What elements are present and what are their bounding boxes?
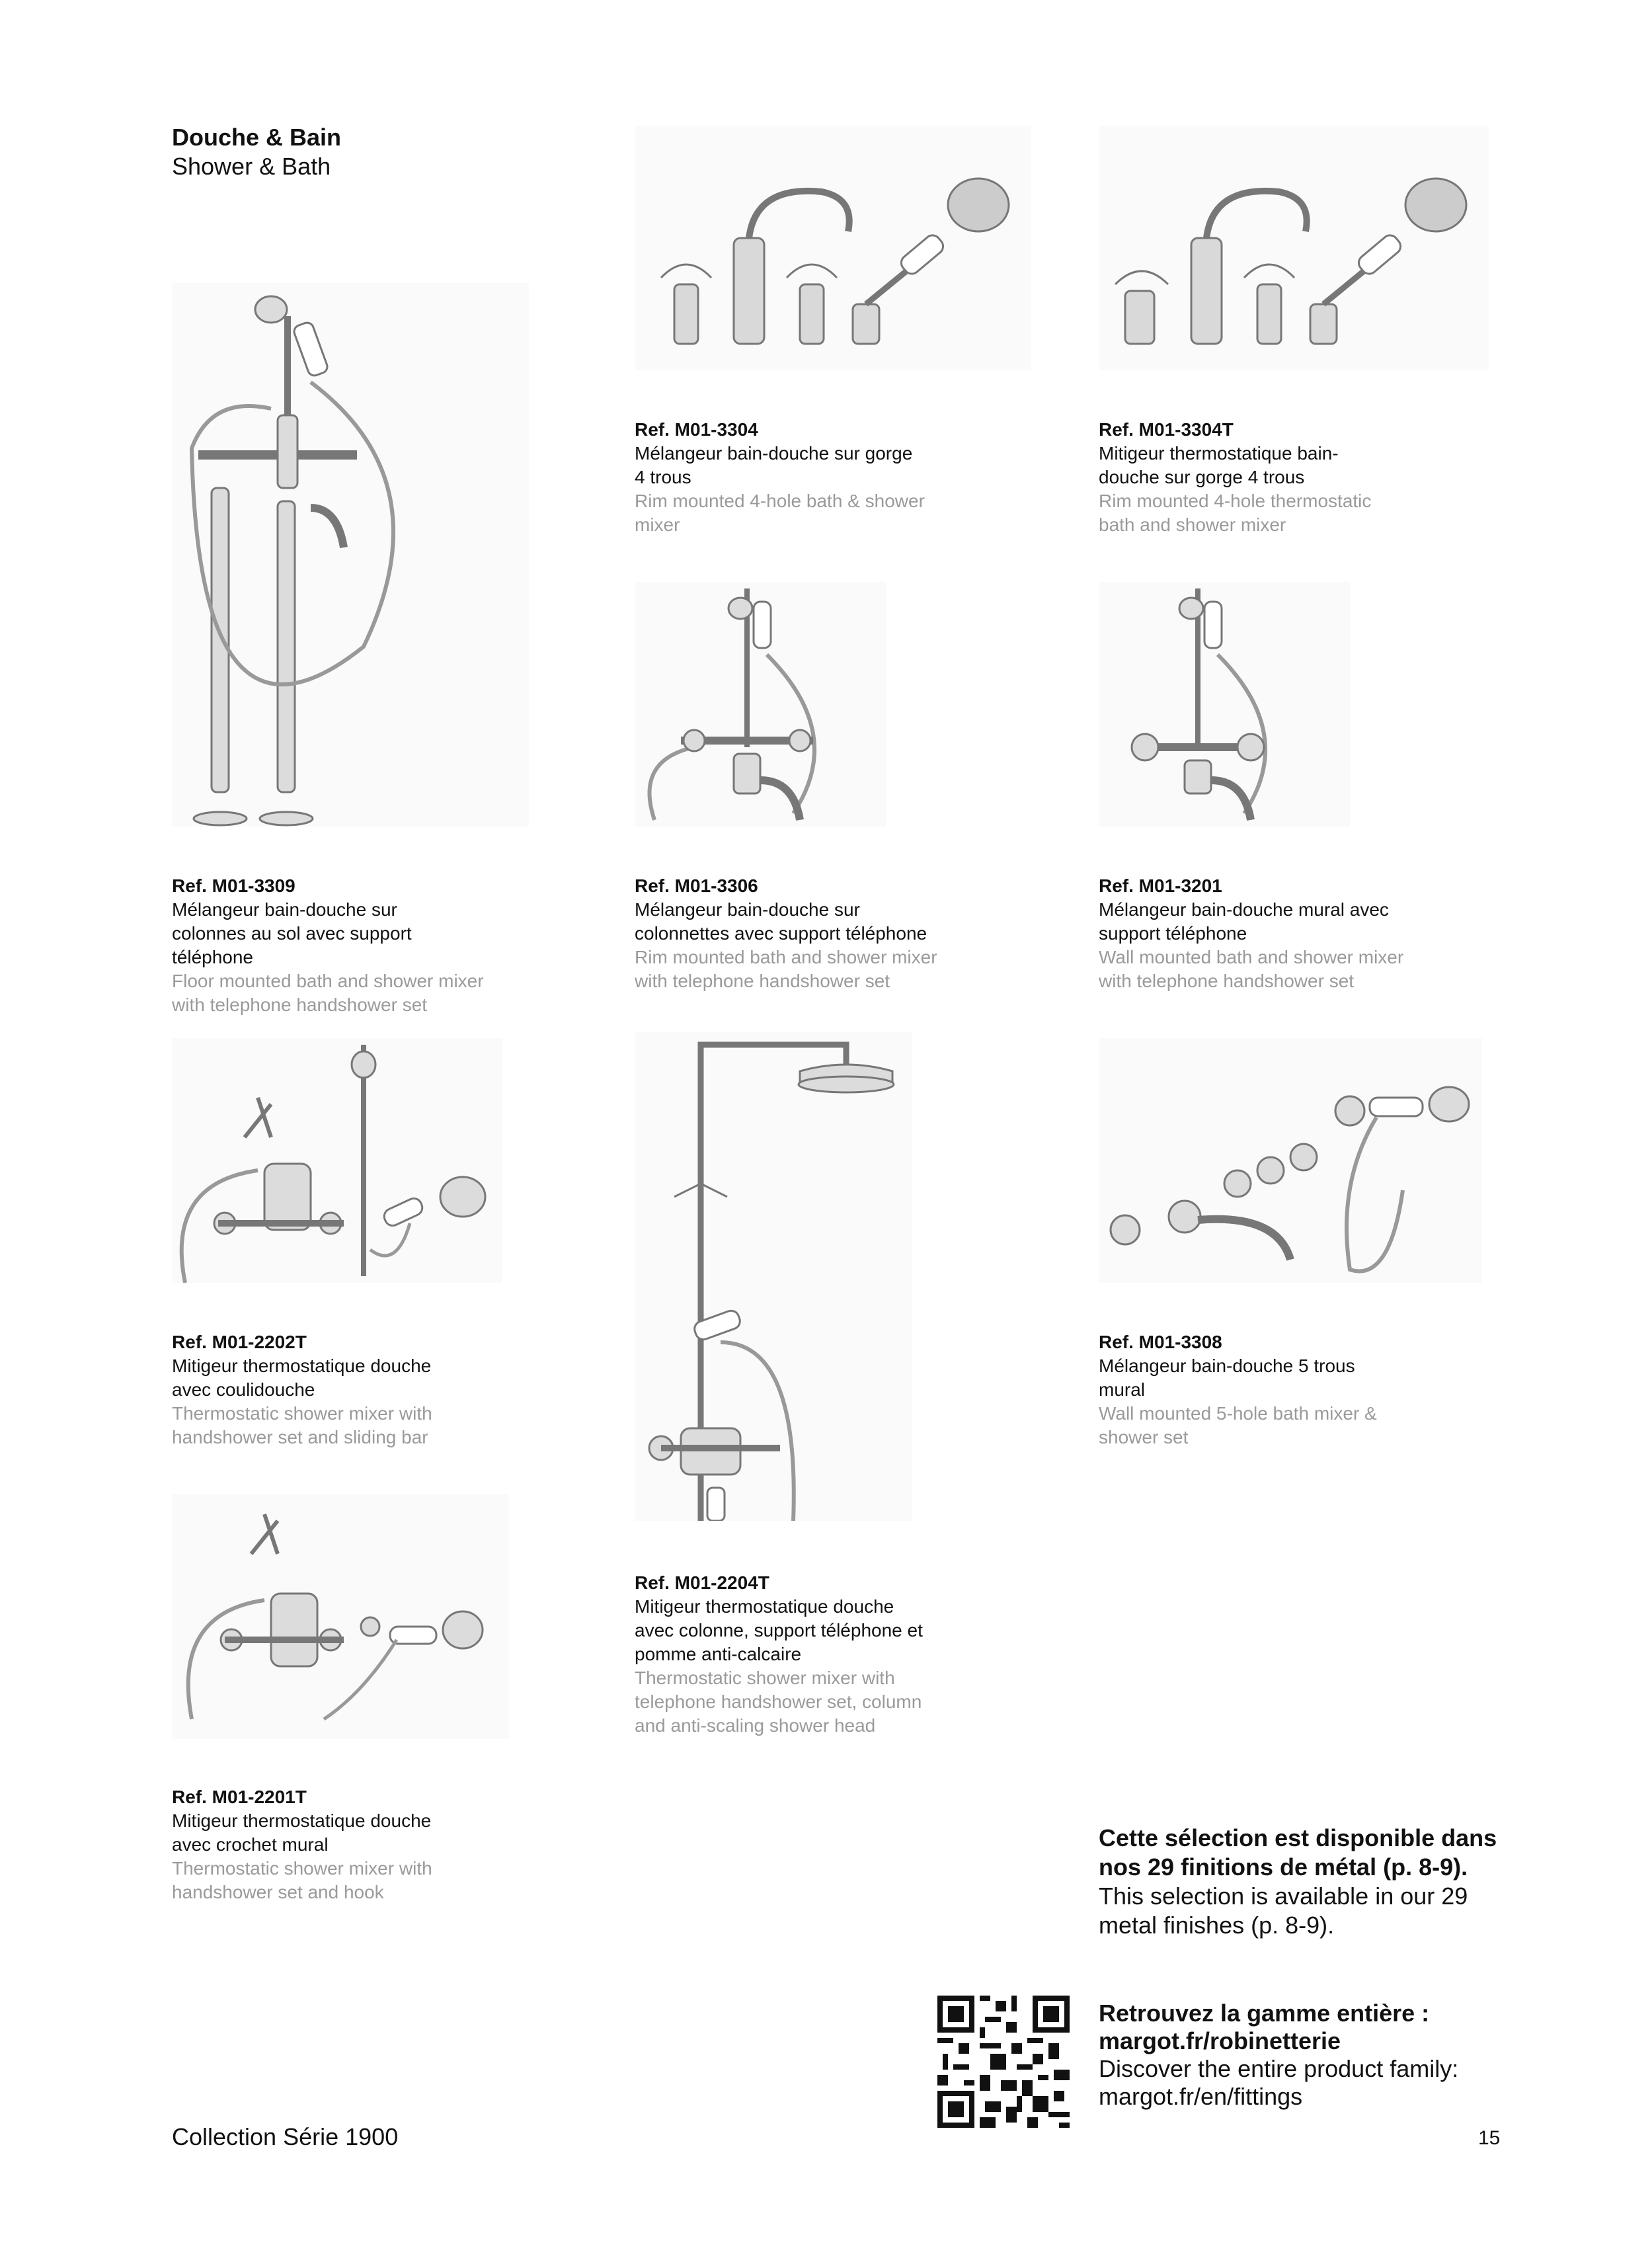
product-caption-m01-2204t: [635, 1571, 952, 1738]
section-title-fr: Douche & Bain: [172, 124, 342, 151]
product-name-fr: Mélangeur bain-douche 5 trous mural: [1099, 1356, 1355, 1400]
product-image-m01-3306: [635, 582, 886, 827]
product-caption-m01-3201: [1099, 874, 1416, 993]
product-name-fr: Mélangeur bain-douche sur colonnes au sol avec support téléphone: [172, 899, 412, 967]
product-name-fr: Mélangeur bain-douche mural avec support téléphone: [1099, 899, 1389, 944]
product-name-fr: Mitigeur thermostatique douche avec colonne, support téléphone et pomme anti-calcaire: [635, 1596, 923, 1664]
product-ref: Ref. M01-2201T: [172, 1787, 307, 1807]
product-caption-m01-3308: [1099, 1330, 1416, 1449]
product-image-m01-3304t: [1099, 126, 1489, 370]
product-image-m01-3309: [172, 283, 529, 827]
product-caption-m01-2201t: [172, 1785, 489, 1904]
product-ref: Ref. M01-3304T: [1099, 419, 1234, 440]
product-name-fr: Mitigeur thermostatique douche avec coulidouche: [172, 1356, 432, 1400]
product-caption-m01-3304: [635, 418, 952, 537]
finishes-note-en: This selection is available in our 29 metal finishes (p. 8-9).: [1099, 1883, 1468, 1939]
product-name-en: Wall mounted 5-hole bath mixer & shower set: [1099, 1403, 1377, 1447]
collection-footer: Collection Série 1900: [172, 2123, 399, 2150]
product-name-fr: Mitigeur thermostatique bain- douche sur gorge 4 trous: [1099, 443, 1339, 487]
cta-heading-fr: Retrouvez la gamme entière :: [1099, 2000, 1430, 2027]
product-ref: Ref. M01-3306: [635, 875, 758, 896]
page-number: 15: [1478, 2127, 1501, 2149]
product-name-en: Rim mounted 4-hole thermostatic bath and shower mixer: [1099, 491, 1372, 535]
product-name-fr: Mélangeur bain-douche sur colonnettes avec support téléphone: [635, 899, 927, 944]
finishes-note: [1099, 1824, 1528, 1940]
product-ref: Ref. M01-3201: [1099, 875, 1222, 896]
product-ref: Ref. M01-3304: [635, 419, 758, 440]
qr-code-icon[interactable]: [937, 1996, 1070, 2128]
product-image-m01-2204t: [635, 1032, 912, 1521]
product-name-fr: Mélangeur bain-douche sur gorge 4 trous: [635, 443, 913, 487]
product-image-m01-3308: [1099, 1038, 1482, 1283]
product-caption-m01-3304t: [1099, 418, 1416, 537]
cta-link-fr[interactable]: margot.fr/robinetterie: [1099, 2027, 1341, 2054]
finishes-note-fr: Cette sélection est disponible dans nos 29 finitions de métal (p. 8-9).: [1099, 1824, 1497, 1881]
product-name-en: Rim mounted bath and shower mixer with telephone handshower set: [635, 947, 937, 991]
product-ref: Ref. M01-3309: [172, 875, 295, 896]
product-name-en: Rim mounted 4-hole bath & shower mixer: [635, 491, 925, 535]
product-image-m01-3304: [635, 126, 1031, 370]
product-name-en: Floor mounted bath and shower mixer with telephone handshower set: [172, 971, 484, 1015]
product-caption-m01-3309: [172, 874, 489, 1017]
section-title: [172, 123, 341, 181]
product-ref: Ref. M01-3308: [1099, 1332, 1222, 1352]
range-link-block: [1099, 2000, 1528, 2111]
cta-link-en[interactable]: margot.fr/en/fittings: [1099, 2083, 1303, 2110]
product-caption-m01-2202t: [172, 1330, 489, 1449]
product-ref: Ref. M01-2202T: [172, 1332, 307, 1352]
product-caption-m01-3306: [635, 874, 952, 993]
product-image-m01-2202t: [172, 1038, 502, 1283]
section-title-en: Shower & Bath: [172, 153, 331, 180]
product-image-m01-3201: [1099, 582, 1350, 827]
product-name-fr: Mitigeur thermostatique douche avec crochet mural: [172, 1810, 432, 1855]
product-ref: Ref. M01-2204T: [635, 1572, 769, 1593]
cta-heading-en: Discover the entire product family:: [1099, 2055, 1459, 2082]
product-image-m01-2201t: [172, 1494, 509, 1739]
product-name-en: Thermostatic shower mixer with telephone handshower set, column and anti-scaling shower head: [635, 1668, 922, 1736]
product-name-en: Thermostatic shower mixer with handshower set and sliding bar: [172, 1403, 432, 1447]
product-name-en: Thermostatic shower mixer with handshower set and hook: [172, 1858, 432, 1902]
product-name-en: Wall mounted bath and shower mixer with telephone handshower set: [1099, 947, 1404, 991]
